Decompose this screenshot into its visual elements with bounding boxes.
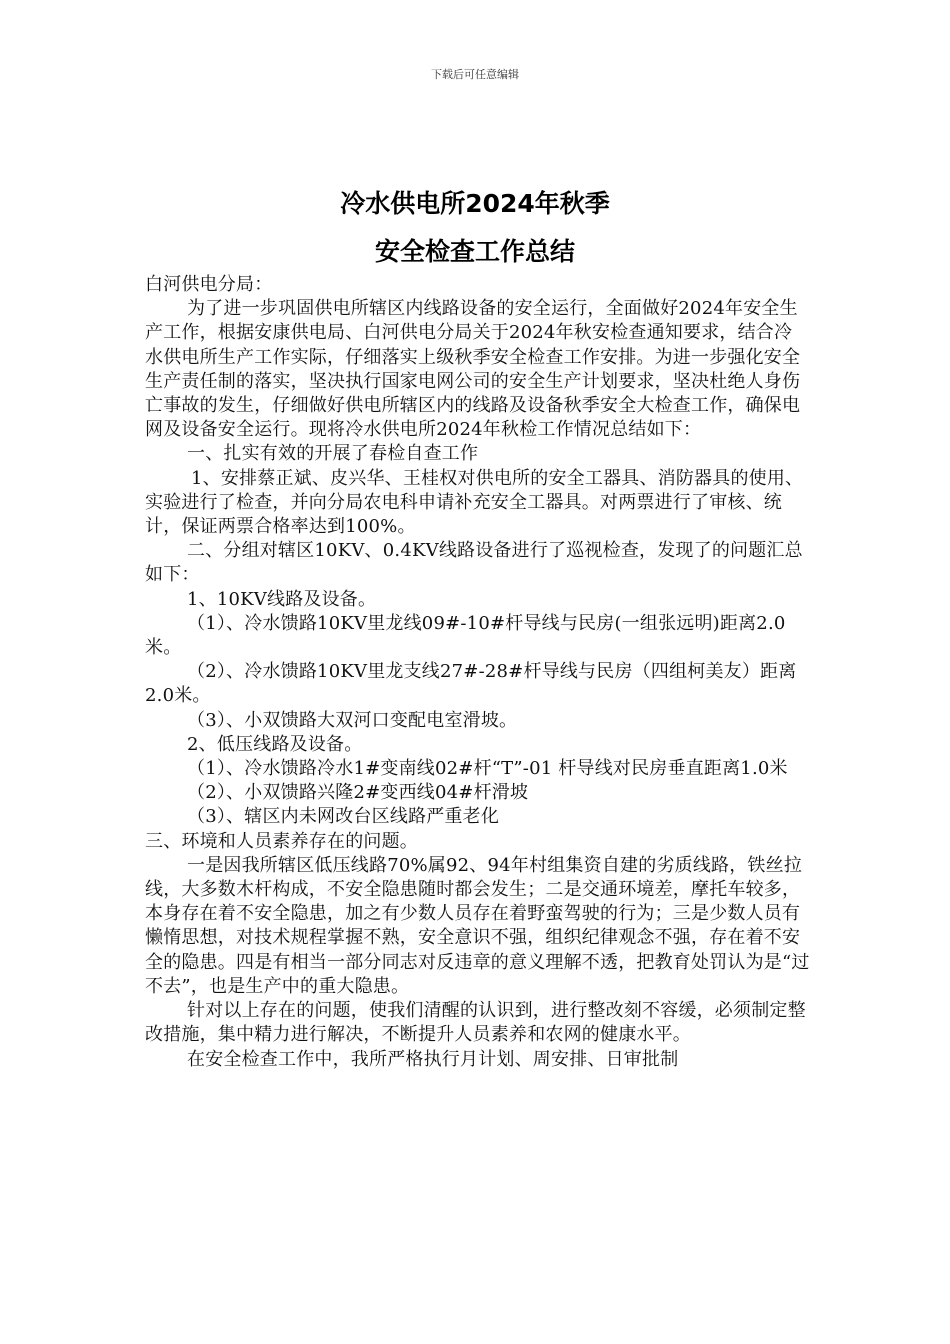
- list-item: （1）、冷水馈路冷水1#变南线02#杆“T”-01 杆导线对民房垂直距离1.0米: [187, 758, 788, 780]
- document-title-line1: 冷水供电所2024年秋季: [340, 189, 610, 218]
- subsection-10kv: 1、10KV线路及设备。: [187, 588, 377, 610]
- section-heading-1: 一、扎实有效的开展了春检自查工作: [187, 443, 479, 465]
- list-item: （2）、冷水馈路10KV里龙支线27#-28#杆导线与民房（四组柯美友）距离2.0米。: [145, 661, 797, 707]
- list-item: （2）、小双馈路兴隆2#变西线04#杆滑坡: [187, 782, 529, 804]
- paragraph-closing: 在安全检查工作中，我所严格执行月计划、周安排、日审批制: [187, 1048, 679, 1070]
- salutation: 白河供电分局：: [145, 274, 273, 295]
- list-item: （3）、辖区内未网改台区线路严重老化: [187, 806, 500, 828]
- section-heading-3: 三、环境和人员素养存在的问题。: [145, 830, 418, 852]
- paragraph-rectification: 针对以上存在的问题，使我们清醒的认识到，进行整改刻不容缓，必须制定整改措施，集中精力进行解决，不断提升人员素养和农网的健康水平。: [145, 1000, 806, 1046]
- subsection-low-voltage: 2、低压线路及设备。: [187, 733, 363, 755]
- paragraph-item-1: 1、安排蔡正斌、皮兴华、王桂权对供电所的安全工器具、消防器具的使用、实验进行了检查，并向分局农电科申请补充安全工器具。对两票进行了审核、统计，保证两票合格率达到100%。: [145, 467, 804, 538]
- paragraph-problems: 一是因我所辖区低压线路70%属92、94年村组集资自建的劣质线路，铁丝拉线，大多数木杆构成，不安全隐患随时都会发生；二是交通环境差，摩托车较多，本身存在着不安全隐患，加之有少数人员存在着野蛮驾驶的行为；三是少数人员有懒惰思想，对技术规程掌握不熟，安全意识不强，组织纪律观念不强，存在着不安全的隐患。四是有相当一部分同志对反违章的意义理解不透，把教育处罚认为是“过不去”，也是生产中的重大隐患。: [145, 854, 810, 997]
- document-title-line2: 安全检查工作总结: [374, 237, 575, 266]
- list-item: （1）、冷水馈路10KV里龙线09#-10#杆导线与民房(一组张远明)距离2.0米。: [145, 612, 786, 659]
- list-item: （3）、小双馈路大双河口变配电室滑坡。: [187, 709, 518, 731]
- paragraph-intro: 为了进一步巩固供电所辖区内线路设备的安全运行，全面做好2024年安全生产工作，根据安康供电局、白河供电分局关于2024年秋安检查通知要求，结合冷水供电所生产工作实际，仔细落实上级秋季安全检查工作安排。为进一步强化安全生产责任制的落实，坚决执行国家电网公司的安全生产计划要求，坚决杜绝人身伤亡事故的发生，仔细做好供电所辖区内的线路及设备秋季安全大检查工作，确保电网及设备安全运行。现将冷水供电所2024年秋检工作情况总结如下：: [145, 298, 801, 441]
- page-header-note: 下载后可任意编辑: [431, 68, 519, 81]
- document-body: [145, 273, 810, 1072]
- section-heading-2: 二、分组对辖区10KV、0.4KV线路设备进行了巡视检查，发现了的问题汇总如下：: [145, 540, 803, 586]
